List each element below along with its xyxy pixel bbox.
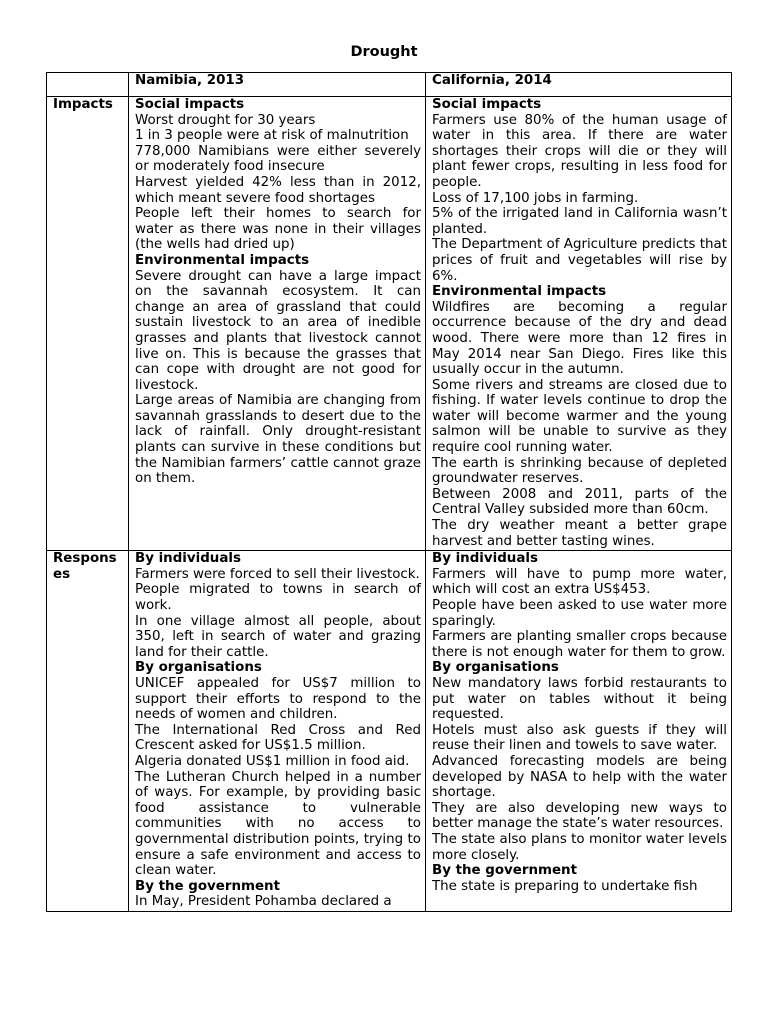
section-heading: Environmental impacts xyxy=(432,284,607,300)
drought-comparison-table xyxy=(46,72,732,912)
paragraph: Loss of 17,100 jobs in farming. xyxy=(432,190,639,206)
paragraph: The Department of Agriculture predicts that prices of fruit and vegetables will rise by 6%. xyxy=(432,237,727,284)
namibia-impacts-cell xyxy=(129,97,426,551)
paragraph: People migrated to towns in search of work. xyxy=(135,582,421,613)
header-namibia: Namibia, 2013 xyxy=(129,73,426,97)
paragraph: The International Red Cross and Red Crescent asked for US$1.5 million. xyxy=(135,722,421,754)
paragraph: In one village almost all people, about 350, left in search of water and grazing land for their cattle. xyxy=(135,613,421,660)
section-heading: Social impacts xyxy=(135,97,245,112)
header-blank-cell xyxy=(47,73,129,97)
paragraph: Between 2008 and 2011, parts of the Central Valley subsided more than 60cm. xyxy=(432,486,727,518)
paragraph: Harvest yielded 42% less than in 2012, which meant severe food shortages xyxy=(135,174,421,206)
paragraph: The state is preparing to undertake fish xyxy=(432,878,698,894)
paragraph: People left their homes to search for water as there was none in their villages (the wells had dried up) xyxy=(135,206,421,253)
paragraph: Farmers use 80% of the human usage of water in this area. If there are water shortages their crops will die or they will plant fewer crops, resulting in less food for people. xyxy=(432,112,727,190)
paragraph: The state also plans to monitor water levels more closely. xyxy=(432,831,727,863)
responses-row xyxy=(47,551,732,912)
header-california: California, 2014 xyxy=(426,73,732,97)
paragraph: The dry weather meant a better grape harvest and better tasting wines. xyxy=(432,518,727,549)
section-heading: By individuals xyxy=(135,551,241,567)
paragraph: In May, President Pohamba declared a xyxy=(135,894,392,910)
paragraph: Large areas of Namibia are changing from savannah grasslands to desert due to the lack of rainfall. Only drought-resistant plants can survive in these conditions but the Namibian farmers’ cattle cannot graze on them. xyxy=(135,393,421,487)
section-heading: By organisations xyxy=(135,660,262,676)
paragraph: New mandatory laws forbid restaurants to put water on tables without it being requested. xyxy=(432,675,727,723)
paragraph: They are also developing new ways to better manage the state’s water resources. xyxy=(432,800,727,832)
paragraph: The Lutheran Church helped in a number of ways. For example, by providing basic food assistance to vulnerable communities with no access to governmental distribution points, trying to ensure a safe environment and access to clean water. xyxy=(135,769,421,879)
section-heading: By the government xyxy=(135,878,280,894)
section-heading: By organisations xyxy=(432,660,559,676)
namibia-responses-cell xyxy=(129,551,426,912)
section-heading: By individuals xyxy=(432,551,538,567)
paragraph: 778,000 Namibians were either severely or moderately food insecure xyxy=(135,143,421,175)
paragraph: 5% of the irrigated land in California wasn’t planted. xyxy=(432,206,727,237)
section-heading: By the government xyxy=(432,863,577,879)
paragraph: 1 in 3 people were at risk of malnutrition xyxy=(135,128,409,144)
paragraph: Some rivers and streams are closed due to fishing. If water levels continue to drop the water will become warmer and the young salmon will be unable to survive as they require cool running water. xyxy=(432,377,727,456)
section-heading: Environmental impacts xyxy=(135,252,310,268)
impacts-row xyxy=(47,97,732,551)
paragraph: Farmers will have to pump more water, which will cost an extra US$453. xyxy=(432,566,727,598)
paragraph: Severe drought can have a large impact on the savannah ecosystem. It can change an area of grassland that could sustain livestock to an area of inedible grasses and plants that livestock cannot live on. This is because the grasses that can cope with drought are not good for livestock. xyxy=(135,268,421,393)
paragraph: The earth is shrinking because of depleted groundwater reserves. xyxy=(432,455,727,487)
paragraph: Farmers are planting smaller crops because there is not enough water for them to grow. xyxy=(432,629,727,660)
row-label-impacts: Impacts xyxy=(47,97,129,551)
paragraph: Hotels must also ask guests if they will reuse their linen and towels to save water. xyxy=(432,722,727,754)
page-title: Drought xyxy=(350,44,418,60)
paragraph: Farmers were forced to sell their livestock. xyxy=(135,566,420,582)
paragraph: Advanced forecasting models are being developed by NASA to help with the water shortage. xyxy=(432,753,727,801)
paragraph: Wildfires are becoming a regular occurrence because of the dry and dead wood. There were more than 12 fires in May 2014 near San Diego. Fires like this usually occur in the autumn. xyxy=(432,299,727,378)
row-label-responses: Responses xyxy=(47,551,129,912)
table-header-row xyxy=(47,73,732,97)
paragraph: People have been asked to use water more sparingly. xyxy=(432,598,727,629)
section-heading: Social impacts xyxy=(432,97,542,112)
california-impacts-cell xyxy=(426,97,732,551)
paragraph: Algeria donated US$1 million in food aid. xyxy=(135,753,410,769)
paragraph: Worst drought for 30 years xyxy=(135,112,316,128)
paragraph: UNICEF appealed for US$7 million to support their efforts to respond to the needs of women and children. xyxy=(135,675,421,723)
california-responses-cell xyxy=(426,551,732,912)
